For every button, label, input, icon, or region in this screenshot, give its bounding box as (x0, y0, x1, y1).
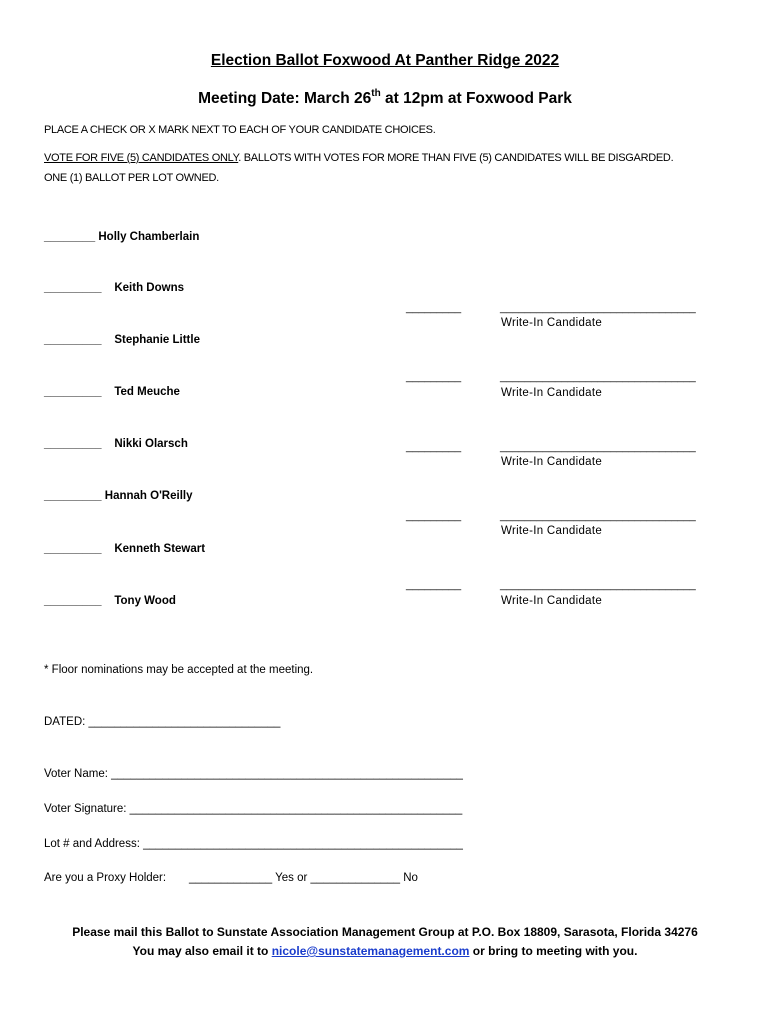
vote-limit-rest: . BALLOTS WITH VOTES FOR MORE THAN FIVE (5) CANDIDATES WILL BE DISGARDED. (238, 152, 674, 164)
voter-name-field[interactable]: Voter Name: _______________________________________________________ (44, 768, 463, 780)
proxy-holder-label: Are you a Proxy Holder: (44, 872, 167, 884)
candidate-name: Hannah O'Reilly (104, 490, 193, 502)
dated-field[interactable]: DATED: ______________________________ (44, 716, 281, 728)
candidate-check-blank[interactable]: _________ (44, 282, 102, 294)
write-in-check-blank[interactable]: _________ (406, 510, 462, 522)
write-in-check-blank[interactable]: _________ (406, 579, 462, 591)
email-instructions (0, 944, 770, 958)
candidate-row[interactable] (44, 490, 193, 502)
instruction-vote-limit (44, 152, 673, 164)
candidate-name: Keith Downs (114, 282, 184, 294)
candidate-row[interactable] (44, 386, 180, 398)
candidate-row[interactable] (44, 231, 199, 243)
write-in-name-line[interactable]: ________________________________ (500, 441, 696, 453)
meeting-date-prefix: Meeting Date: March 26 (198, 90, 372, 107)
meeting-date (0, 88, 770, 108)
candidate-check-blank[interactable]: ________ (44, 231, 96, 243)
write-in-label: Write-In Candidate (501, 456, 603, 468)
floor-nominations-note: * Floor nominations may be accepted at the meeting. (44, 664, 314, 676)
candidate-check-blank[interactable]: _________ (44, 334, 102, 346)
meeting-date-sup: th (371, 88, 381, 99)
vote-limit-emphasis: VOTE FOR FIVE (5) CANDIDATES ONLY (44, 152, 239, 164)
candidate-row[interactable] (44, 282, 184, 294)
write-in-label: Write-In Candidate (501, 387, 603, 399)
write-in-label: Write-In Candidate (501, 595, 603, 607)
meeting-date-suffix: at 12pm at Foxwood Park (380, 90, 572, 107)
proxy-holder-options[interactable]: _____________ Yes or ______________ No (189, 872, 418, 884)
write-in-name-line[interactable]: ________________________________ (500, 579, 696, 591)
lot-address-field[interactable]: Lot # and Address: __________________________________________________ (44, 838, 463, 850)
email-link[interactable]: nicole@sunstatemanagement.com (271, 944, 470, 958)
candidate-check-blank[interactable]: _________ (44, 490, 102, 502)
write-in-check-blank[interactable]: _________ (406, 371, 462, 383)
candidate-name: Ted Meuche (114, 386, 180, 398)
candidate-name: Kenneth Stewart (114, 543, 206, 555)
mail-instructions: Please mail this Ballot to Sunstate Association Management Group at P.O. Box 18809, Sarasota, Florida 34276 (72, 925, 698, 939)
candidate-row[interactable] (44, 595, 176, 607)
write-in-label: Write-In Candidate (501, 317, 603, 329)
write-in-label: Write-In Candidate (501, 525, 603, 537)
candidate-row[interactable] (44, 543, 205, 555)
candidate-name: Nikki Olarsch (114, 438, 188, 450)
write-in-name-line[interactable]: ________________________________ (500, 371, 696, 383)
write-in-check-blank[interactable]: _________ (406, 302, 462, 314)
candidate-check-blank[interactable]: _________ (44, 595, 102, 607)
email-suffix: or bring to meeting with you. (469, 944, 638, 958)
write-in-name-line[interactable]: ________________________________ (500, 302, 696, 314)
candidate-check-blank[interactable]: _________ (44, 386, 102, 398)
candidate-name: Holly Chamberlain (98, 231, 200, 243)
candidate-check-blank[interactable]: _________ (44, 438, 102, 450)
candidate-name: Stephanie Little (114, 334, 200, 346)
write-in-name-line[interactable]: ________________________________ (500, 510, 696, 522)
email-prefix: You may also email it to (132, 944, 272, 958)
voter-signature-field[interactable]: Voter Signature: ____________________________________________________ (44, 803, 463, 815)
candidate-name: Tony Wood (114, 595, 176, 607)
candidate-check-blank[interactable]: _________ (44, 543, 102, 555)
candidate-row[interactable] (44, 334, 200, 346)
instruction-check: PLACE A CHECK OR X MARK NEXT TO EACH OF YOUR CANDIDATE CHOICES. (44, 124, 436, 136)
instruction-one-ballot: ONE (1) BALLOT PER LOT OWNED. (44, 172, 219, 184)
write-in-check-blank[interactable]: _________ (406, 441, 462, 453)
ballot-title: Election Ballot Foxwood At Panther Ridge 2022 (210, 52, 560, 69)
candidate-row[interactable] (44, 438, 188, 450)
